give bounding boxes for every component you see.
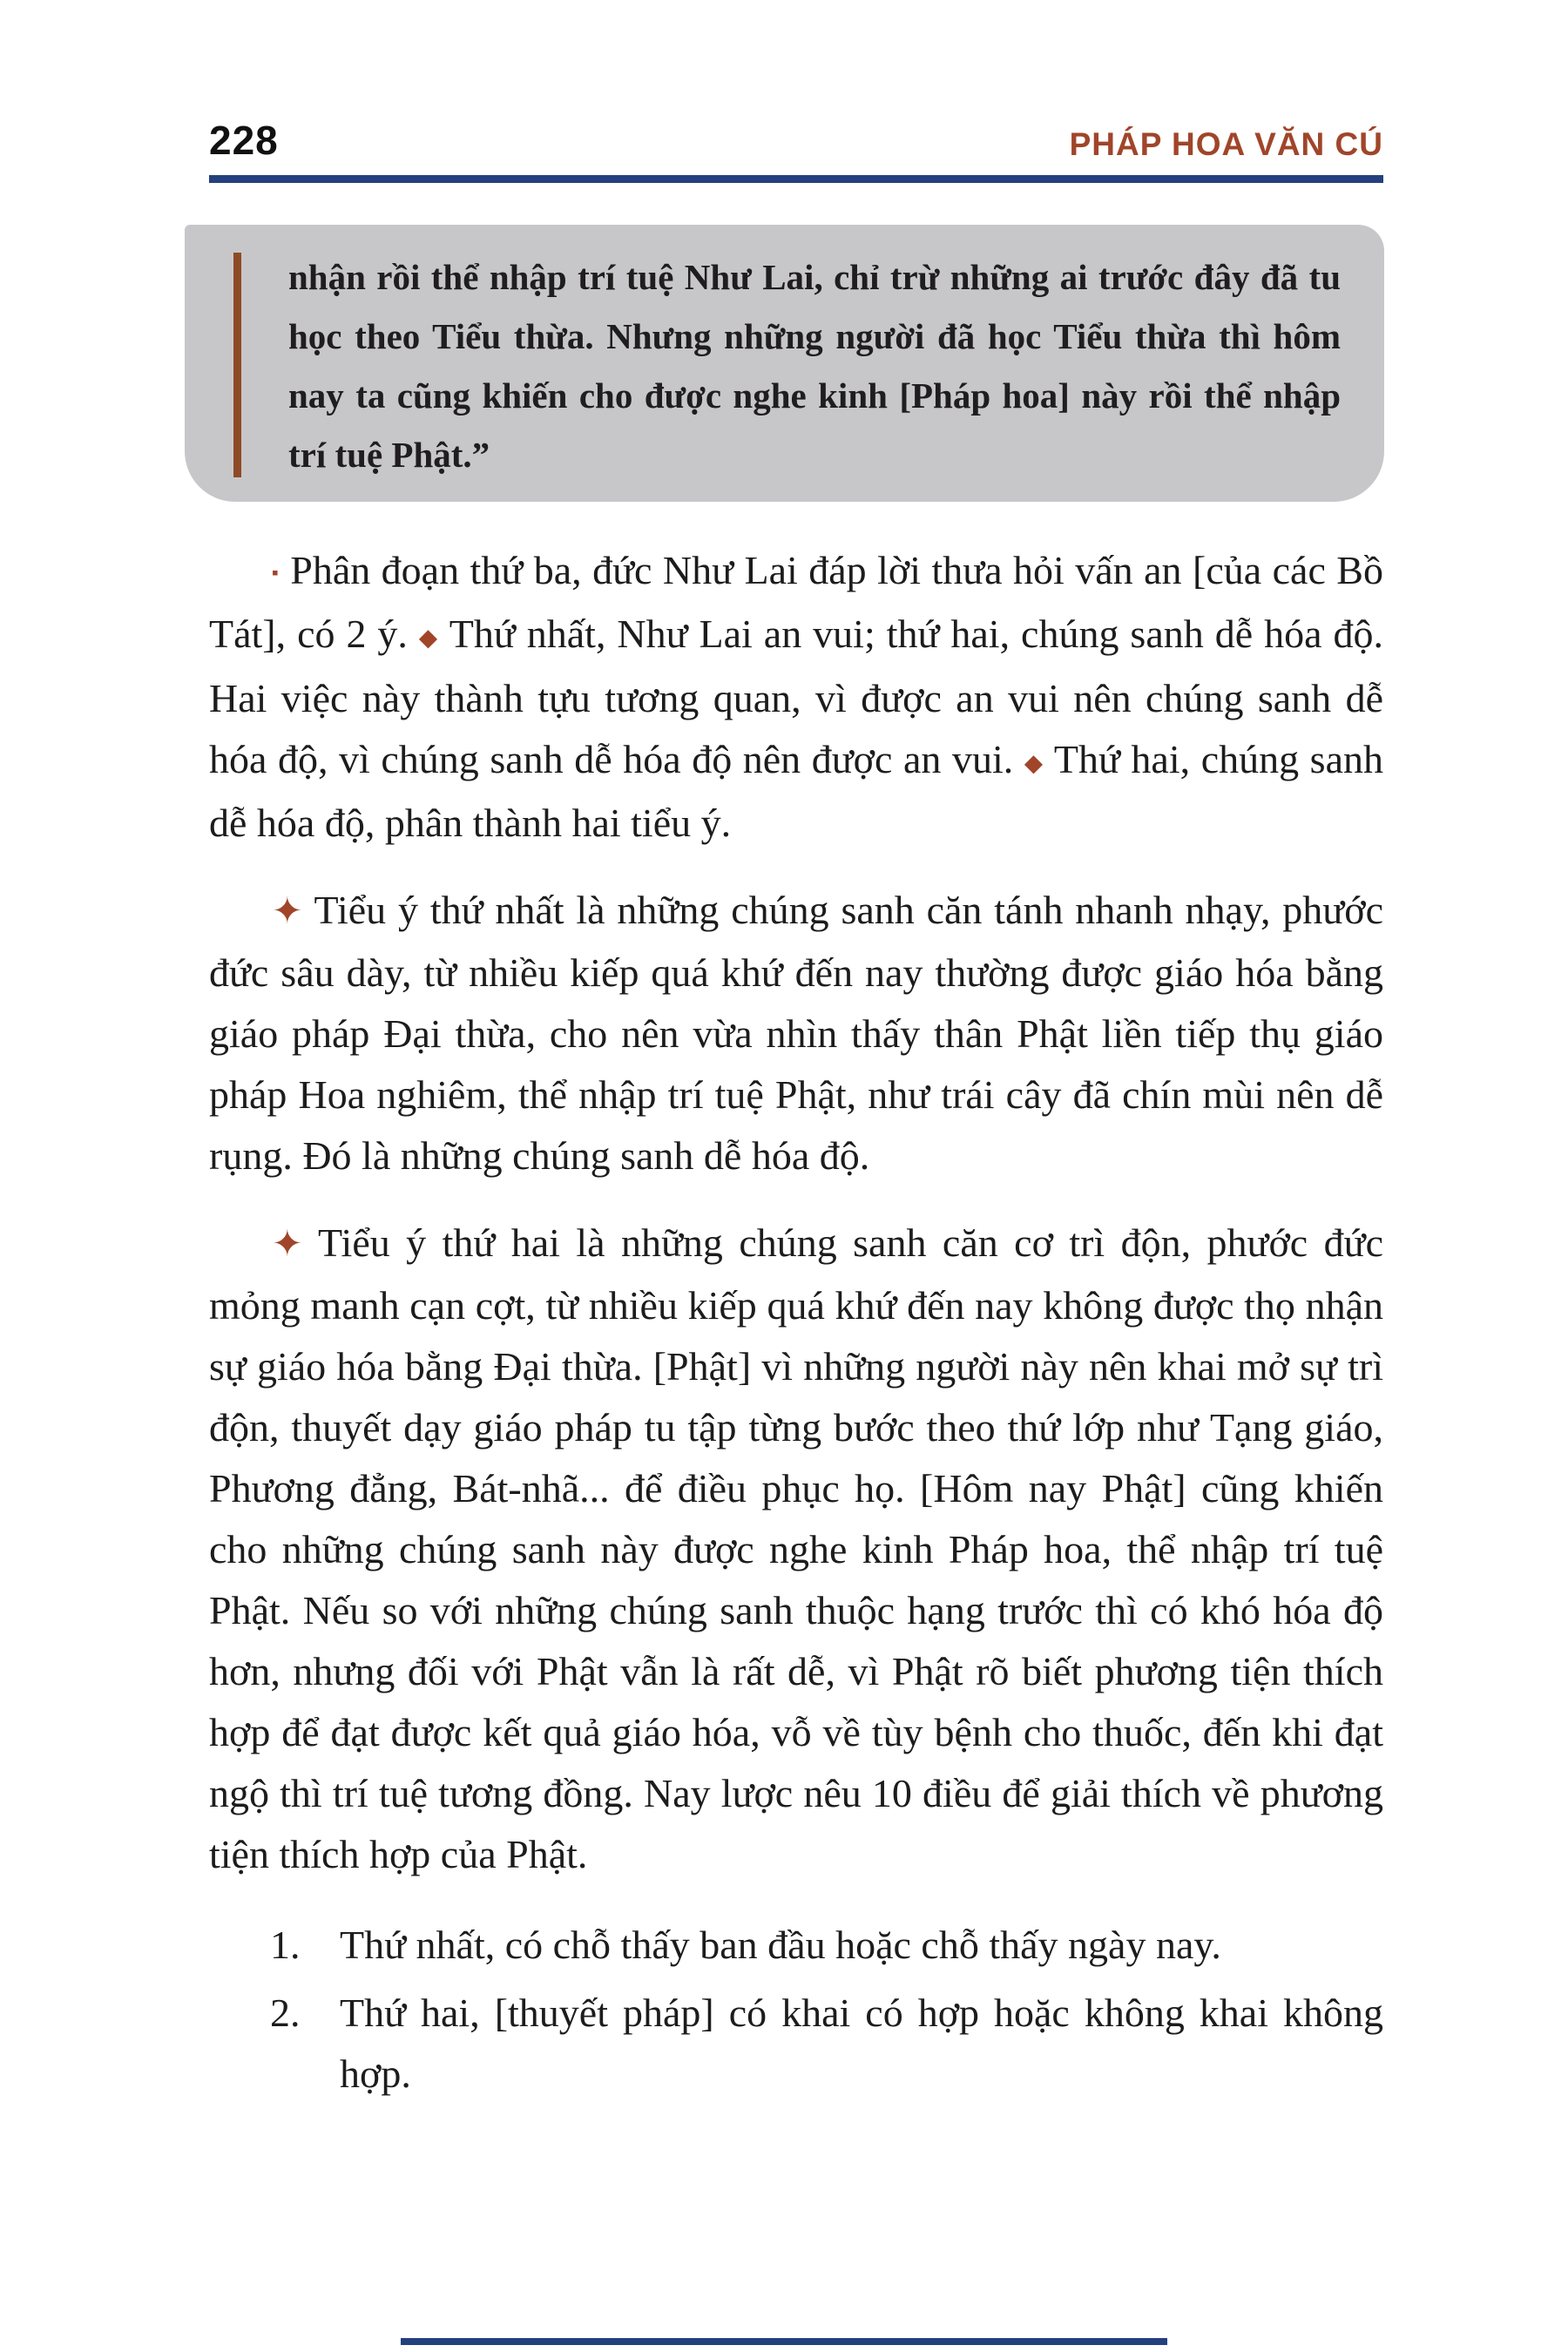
list-item: [209, 1915, 1383, 1976]
paragraph-text: Thứ hai, chúng sanh dễ hóa độ, phân thành hai tiểu ý.: [209, 736, 1383, 846]
page-number: 228: [209, 118, 279, 163]
list-item-number: 2.: [270, 1990, 301, 2036]
numbered-list: [209, 1915, 1383, 2105]
footer-rule: [401, 2338, 1167, 2345]
text-block: [209, 120, 1383, 2105]
paragraph-text: Phân đoạn thứ ba, đức Như Lai đáp lời thưa hỏi vấn an [của các Bồ Tát], có 2 ý.: [209, 548, 1383, 656]
star-bullet-icon: ✦: [272, 1224, 303, 1266]
star-bullet-icon: ✦: [272, 891, 303, 933]
list-item-text: Thứ nhất, có chỗ thấy ban đầu hoặc chỗ thấy ngày nay.: [340, 1923, 1221, 1968]
paragraph: [209, 880, 1383, 1186]
list-item-number: 1.: [270, 1923, 301, 1968]
square-bullet-icon: ▪: [272, 561, 280, 584]
list-item-text: Thứ hai, [thuyết pháp] có khai có hợp hoặc không khai không hợp.: [340, 1990, 1383, 2097]
diamond-bullet-icon: ◆: [1024, 748, 1044, 776]
quote-accent-bar: [233, 253, 241, 477]
paragraph-text: Thứ nhất, Như Lai an vui; thứ hai, chúng sanh dễ hóa độ. Hai việc này thành tựu tương quan, vì được an vui nên chúng sanh dễ hóa độ, vì chúng sanh dễ hóa độ nên được an vui.: [209, 611, 1383, 781]
quote-box: [185, 225, 1384, 502]
paragraph: [209, 1213, 1383, 1885]
body-text: [209, 540, 1383, 2105]
list-item: [209, 1983, 1383, 2105]
paragraph-text: Tiểu ý thứ hai là những chúng sanh căn cơ trì độn, phước đức mỏng manh cạn cợt, từ nhiều kiếp quá khứ đến nay không được thọ nhận sự giáo hóa bằng Đại thừa. [Phật] vì những người này nên khai mở sự trì độn, thuyết dạy giáo pháp tu tập từng bước theo thứ lớp như Tạng giáo, Phương đẳng, Bát-nhã... để điều phục họ. [Hôm nay Phật] cũng khiến cho những chúng sanh này được nghe kinh Pháp hoa, thể nhập trí tuệ Phật. Nếu so với những chúng sanh thuộc hạng trước thì có khó hóa độ hơn, nhưng đối với Phật vẫn là rất dễ, vì Phật rõ biết phương tiện thích hợp để đạt được kết quả giáo hóa, vỗ về tùy bệnh cho thuốc, đến khi đạt ngộ thì trí tuệ tương đồng. Nay lược nêu 10 điều để giải thích về phương tiện thích hợp của Phật.: [209, 1220, 1383, 1877]
paragraph-text: Tiểu ý thứ nhất là những chúng sanh căn tánh nhanh nhạy, phước đức sâu dày, từ nhiều kiếp quá khứ đến nay thường được giáo hóa bằng giáo pháp Đại thừa, cho nên vừa nhìn thấy thân Phật liền tiếp thụ giáo pháp Hoa nghiêm, thể nhập trí tuệ Phật, như trái cây đã chín mùi nên dễ rụng. Đó là những chúng sanh dễ hóa độ.: [209, 888, 1383, 1179]
running-title: PHÁP HOA VĂN CÚ: [1069, 126, 1383, 162]
paragraph: [209, 540, 1383, 854]
quote-text: nhận rồi thể nhập trí tuệ Như Lai, chỉ trừ những ai trước đây đã tu học theo Tiểu thừa. Nhưng những người đã học Tiểu thừa thì hôm nay ta cũng khiến cho được nghe kinh [Pháp hoa] này rồi thể nhập trí tuệ Phật.”: [288, 257, 1341, 475]
page-header: [209, 118, 1383, 163]
header-rule: [209, 175, 1383, 183]
diamond-bullet-icon: ◆: [418, 623, 439, 651]
